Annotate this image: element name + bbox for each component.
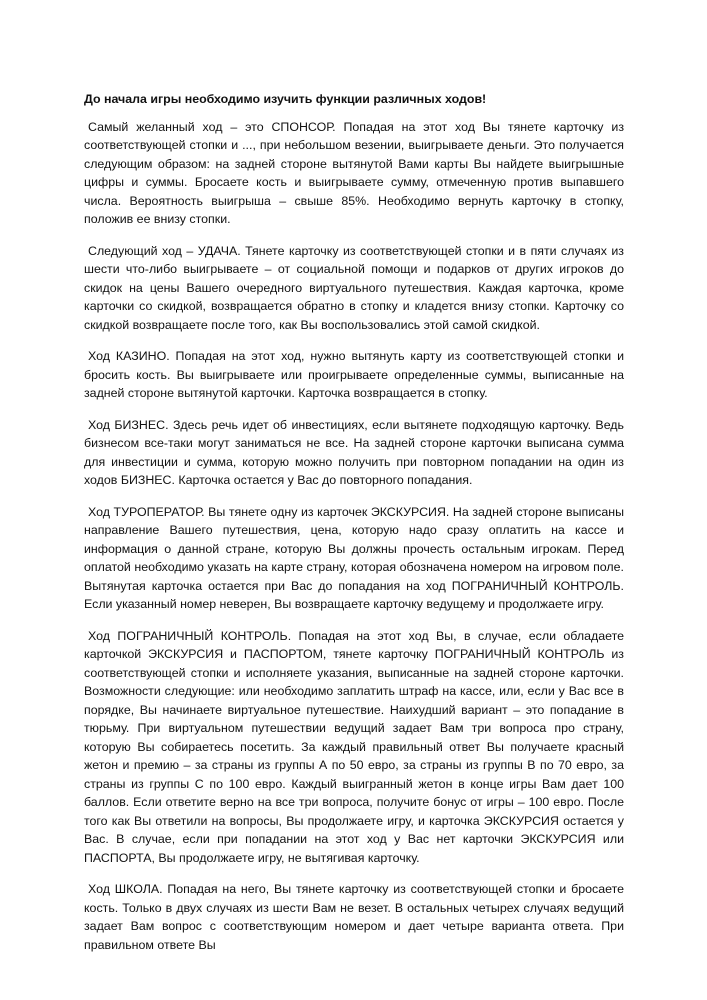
paragraph-casino-text: Ход КАЗИНО. Попадая на этот ход, нужно вытянуть карту из соответствующей стопки и бросить кость. Вы выигрываете или проигрываете определенные суммы, выписанные на задней стороне вытянутой карточки. Карточка возвращается в стопку. [84,349,624,400]
document-heading: До начала игры необходимо изучить функции различных ходов! [84,92,487,106]
paragraph-border-control [84,627,624,868]
paragraph-border-control-text: Ход ПОГРАНИЧНЫЙ КОНТРОЛЬ. Попадая на этот ход Вы, в случае, если обладаете карточкой ЭКСКУРСИЯ и ПАСПОРТОМ, тянете карточку ПОГРАНИЧНЫЙ КОНТРОЛЬ из соответствующей стопки и исполняете указания, выписанные на задней стороне карточки. Возможности следующие: или необходимо заплатить штраф на кассе, или, если у Вас все в порядке, Вы начинаете виртуальное путешествие. Наихудший вариант – это попадание в тюрьму. При виртуальном путешествии ведущий задает Вам три вопроса про страну, которую Вы собираетесь посетить. За каждый правильный ответ Вы получаете красный жетон и премию – за страны из группы А по 50 евро, за страны из группы В по 70 евро, за страны из группы С по 100 евро. Каждый выигранный жетон в конце игры Вам дает 100 баллов. Если ответите верно на все три вопроса, получите бонус от игры – 100 евро. После того как Вы ответили на вопросы, Вы продолжаете игру, и карточка ЭКСКУРСИЯ остается у Вас. В случае, если при попадании на этот ход у Вас нет карточки ЭКСКУРСИЯ или ПАСПОРТА, Вы продолжаете игру, не вытягивая карточку. [84,628,624,865]
paragraph-business-text: Ход БИЗНЕС. Здесь речь идет об инвестициях, если вытянете подходящую карточку. Ведь бизнесом все-таки могут заниматься не все. На задней стороне карточки выписана сумма для инвестиции и сумма, которую можно получить при повторном попадании на один из ходов БИЗНЕС. Карточка остается у Вас до повторного попадания. [84,417,624,487]
paragraph-casino [84,347,624,403]
paragraph-sponsor-text: Самый желанный ход – это СПОНСОР. Попадая на этот ход Вы тянете карточку из соответствующей стопки и ..., при небольшом везении, выигрываете деньги. Это получается следующим образом: на задней стороне вытянутой Вами карты Вы найдете выигрышные цифры и суммы. Бросаете кость и выигрываете сумму, отмеченную против выпавшего числа. Вероятность выигрыша – свыше 85%. Необходимо вернуть карточку в стопку, положив ее внизу стопки. [84,119,624,226]
paragraph-school-text: Ход ШКОЛА. Попадая на него, Вы тянете карточку из соответствующей стопки и бросаете кость. Только в двух случаях из шести Вам не везет. В остальных четырех случаях ведущий задает Вам вопрос с соответствующим номером и дает четыре варианта ответа. При правильном ответе Вы [84,882,624,952]
paragraph-tour-operator [84,503,624,614]
paragraph-luck-text: Следующий ход – УДАЧА. Тянете карточку из соответствующей стопки и в пяти случаях из шести что-либо выигрываете – от социальной помощи и подарков от других игроков до скидок на цены Вашего очередного виртуального путешествия. Каждая карточка, кроме карточки со скидкой, возвращается обратно в стопку и кладется внизу стопки. Карточку со скидкой возвращаете после того, как Вы воспользовались этой самой скидкой. [84,243,624,332]
paragraph-school [84,880,624,954]
paragraph-business [84,416,624,490]
paragraph-sponsor [84,118,624,229]
document-page [84,90,624,954]
paragraph-luck [84,242,624,335]
paragraph-tour-operator-text: Ход ТУРОПЕРАТОР. Вы тянете одну из карточек ЭКСКУРСИЯ. На задней стороне выписаны направление Вашего путешествия, цена, которую надо сразу оплатить на кассе и информация о данной стране, которую Вы должны прочесть остальным игрокам. Перед оплатой необходимо указать на карте страну, которая обозначена номером на игровом поле. Вытянутая карточка остается при Вас до попадания на ход ПОГРАНИЧНЫЙ КОНТРОЛЬ. Если указанный номер неверен, Вы возвращаете карточку ведущему и продолжаете игру. [84,504,624,611]
